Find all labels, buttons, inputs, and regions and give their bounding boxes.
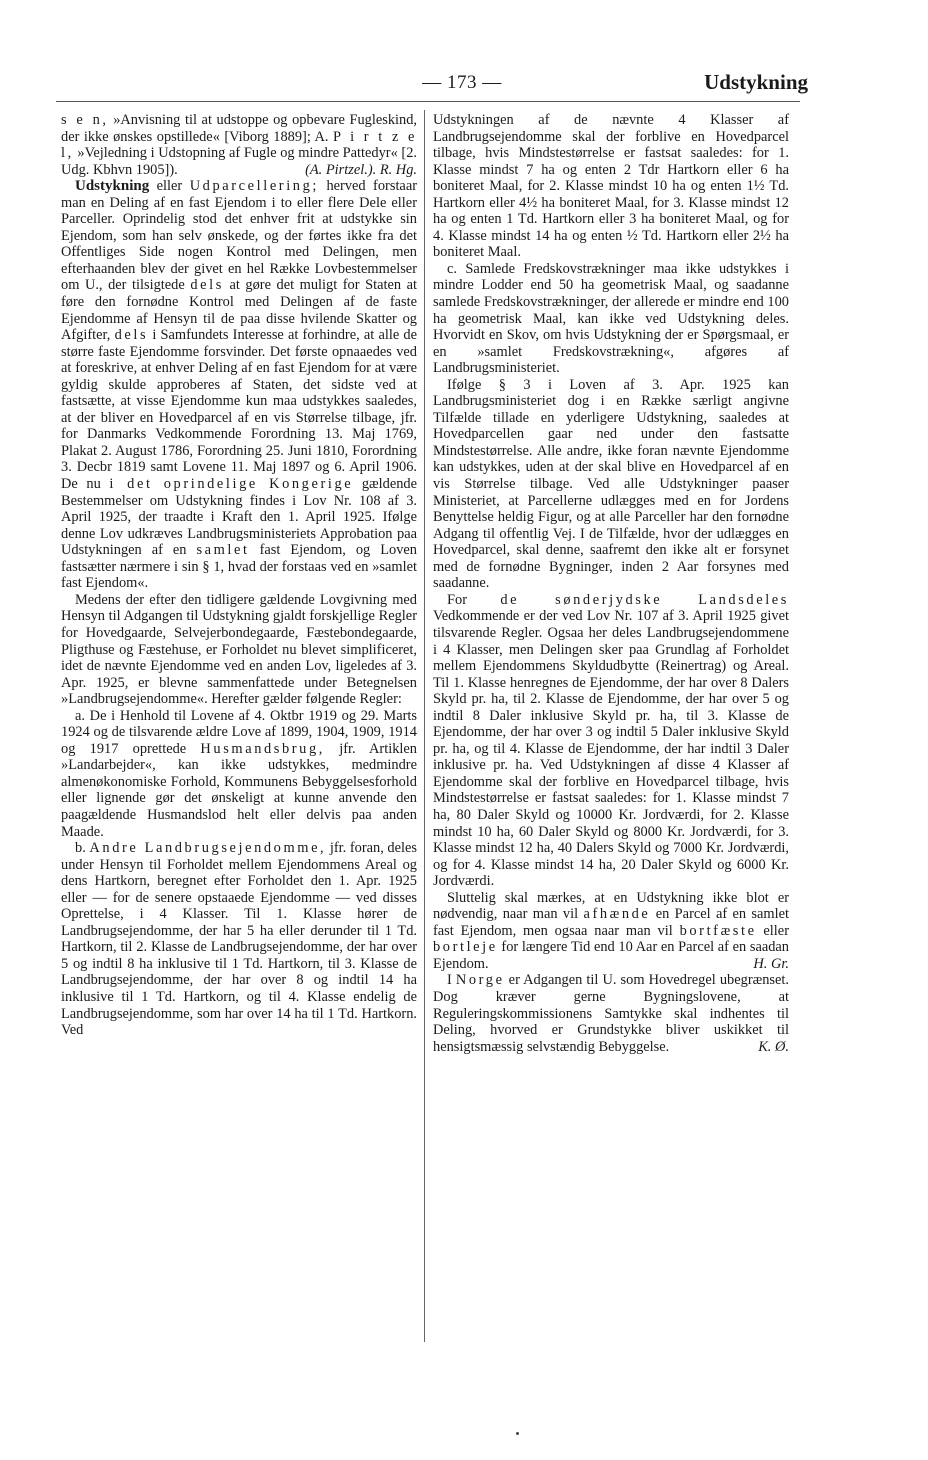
text-run: for længere Tid end 10 Aar en Parcel af en saadan Ejendom.: [433, 939, 789, 972]
paragraph: [433, 890, 789, 973]
spaced-text: P i r t z e l,: [61, 128, 417, 162]
entry-paragraph: [61, 178, 417, 592]
paragraph: Udstykningen af de nævnte 4 Klasser af Landbrugsejendomme skal der forblive en Hovedparcel tilbage, hvis Mindstestørrelse er fastsat saaledes: for 1. Klasse mindst 7 ha og enten 2 Tdr Hartkorn eller 6 ha boniteret Maal, for 2. Klasse mindst 10 ha og enten 1½ Td. Hartkorn eller 4½ ha boniteret Maal, for 3. Klasse mindst 12 ha og enten 1 Td. Hartkorn eller 3 ha boniteret Maal, og for 4. Klasse mindst 14 ha og enten ½ Td. Hartkorn eller 2½ ha boniteret Maal.: [433, 112, 789, 261]
spaced-text: dels: [114, 327, 149, 344]
text-run: herved forstaar man en Deling af en fast Ejendom i to eller flere Dele eller Parceller. Oprindelig stod det enhver frit at udstykke sin Ejendom, som han selv ønskede, og der førtes ikke fra det Offentliges Side nogen Kontrol med Delingen, men efterhaanden blev der givet en hel Række Lovbestemmelser om U., der tilsigtede: [61, 178, 418, 294]
paragraph: Ifølge § 3 i Loven af 3. Apr. 1925 kan Landbrugsministeriet dog i en Række særligt angivne Tilfælde tillade en yderligere Udstykning, saaledes at Hovedparcellen gaar ned under den fastsatte Mindstestørrelse. Alle andre, ikke foran nævnte Ejendomme kan udstykkes, uden at der skal blive en Hovedparcel af en vis Størrelse tilbage. Ved alle Udstykninger paaser Ministeriet, at Parcellerne udlægges med en for Jordens Benyttelse heldig Figur, og at alle Parceller har den fornødne Adgang til offentlig Vej. I de Tilfælde, hvor der udlægges en Hovedparcel, skal denne, saafremt den ikke alt er forsynet med de fornødne Bygninger, inden 2 Aar forsynes med saadanne.: [433, 376, 789, 592]
page-header: [120, 66, 808, 106]
paragraph: [433, 592, 789, 890]
spaced-text: Husmandsbrug,: [200, 740, 325, 757]
column-divider: [424, 110, 425, 1342]
paragraph: c. Samlede Fredskovstrækninger maa ikke udstykkes i mindre Lodder end 50 ha geometrisk Maal, og saadanne samlede Fredskovstrækninger, der allerede er mindre end 100 ha geometrisk Maal, kan ikke ved Udstykning deles. Hvorvidt en Skov, om hvis Udstykning der er Spørgsmaal, er en »samlet Fredskovstrækning«, afgøres af Landbrugsministeriet.: [433, 260, 789, 377]
author-signature: H. Gr.: [753, 955, 789, 972]
entry-headword: Udstykning: [75, 178, 150, 195]
paragraph: [433, 972, 789, 1055]
paragraph: Medens der efter den tidligere gældende Lovgivning med Hensyn til Adgangen til Udstykning gjaldt forskjellige Regler for Hovedgaarde, Selvejerbondegaarde, Fæstebondegaarde, Pligthuse og Fæstehuse, er Forholdet nu blevet simplificeret, idet de nævnte Ejendomme ved en anden Lov, ligeledes af 3. Apr. 1925, er blevne sammenfattede under Betegnelsen »Landbrugsejendomme«. Herefter gælder følgende Regler:: [61, 591, 417, 708]
page-number: — 173 —: [422, 72, 502, 93]
text-run: gældende Bestemmelser om Udstykning findes i Lov Nr. 108 af 3. April 1925, der traadte i Kraft den 1. April 1925. Ifølge denne Lov udkræves Landbrugsministeriets Approbation paa Udstykningen af en: [61, 476, 417, 559]
header-rule: [56, 101, 800, 102]
text-run: For: [447, 591, 501, 608]
spaced-text: s e n,: [61, 112, 109, 128]
author-signature: K. Ø.: [758, 1038, 789, 1055]
text-run: b.: [75, 840, 90, 857]
author-signature: (A. Pirtzel.). R. Hg.: [305, 161, 417, 178]
text-run: eller: [756, 922, 789, 939]
spaced-text: dels: [190, 277, 224, 294]
text-run: I: [447, 972, 456, 989]
text-run: »Anvisning til at udstoppe og opbevare Fugleskind, der ikke ønskes opstillede« [Viborg 1889]; A.: [61, 112, 418, 145]
spaced-text: Udparcellering;: [189, 178, 319, 195]
text-run: en Parcel af en samlet fast Ejendom, men ogsaa naar man vil: [433, 906, 789, 939]
running-head: Udstykning: [704, 70, 808, 94]
left-column: [61, 112, 417, 1039]
text-run: at gøre det muligt for Staten at føre den fornødne Kontrol med Delingen af de faste Ejendomme af Hensyn til de paa disse hvilende Skatter og Afgifter,: [61, 277, 418, 344]
right-column: [433, 112, 789, 1055]
paragraph: [61, 708, 417, 840]
spaced-text: bortleje: [433, 939, 498, 956]
text-run: jfr. foran, deles under Hensyn til Forholdet mellem Ejendommens Areal og dens Hartkorn, beregnet efter Forholdet den 1. Apr. 1925 eller — for de senere opstaaede Ejendomme — ved disses Oprettelse, i 4 Klasser. Til 1. Klasse hører de Landbrugsejendomme, der har 5 ha eller derunder til 1 Td. Hartkorn, til 2. Klasse de Landbrugsejendomme, der har over 5 og indtil 8 ha inklusive til 1 Td. Hartkorn, til 3. Klasse de Landbrugsejendomme, der har over 8 og indtil 14 ha inklusive til 1 Td. Hartkorn, og til 4. Klasse endelig de Landbrugsejendomme, som har over 14 ha til 1 Td. Hartkorn. Ved: [61, 840, 418, 1039]
spaced-text: samlet: [196, 542, 250, 559]
print-speck: [516, 1432, 519, 1435]
text-run: a. De i Henhold til Lovene af 4. Oktbr 1919 og 29. Marts 1924 og de tilsvarende ældre Love af 1899, 1904, 1909, 1914 og 1917 oprettede: [61, 707, 417, 757]
spaced-text: afhænde: [583, 906, 651, 923]
spaced-text: i det oprindelige Kongerige: [109, 476, 354, 493]
spaced-text: de sønderjydske Landsdeles: [500, 591, 789, 608]
paragraph: [61, 112, 417, 178]
spaced-text: bortfæste: [679, 922, 757, 939]
text-run: er Adgangen til U. som Hovedregel ubegrænset. Dog kræver gerne Bygningslovene, at Reguleringskommissionens Samtykke skal indhentes til Deling, hvorved er Grundstykke bliver uskikket til hensigtsmæssig selvstændig Bebyggelse.: [433, 972, 789, 1055]
spaced-text: Norge: [455, 972, 505, 989]
text-run: eller: [149, 178, 190, 195]
text-run: Vedkommende er der ved Lov Nr. 107 af 3. April 1925 givet tilsvarende Regler. Ogsaa her deles Landbrugsejendommene i 4 Klasser, men Delingen sker paa Grundlag af Forholdet mellem Ejendommens Skyldudbytte (Reinertrag) og Areal. Til 1. Klasse henregnes de Ejendomme, der har over 8 Dalers Skyld pr. ha, til 2. Klasse de Ejendomme, der har over 5 og indtil 8 Daler inklusive Skyld pr. ha, til 3. Klasse de Ejendomme, der har over 3 og indtil 5 Daler inklusive Skyld pr. ha, og til 4. Klasse de Ejendomme, der har indtil 3 Daler inklusive pr. ha. Ved Udstykningen af disse 4 Klasser af Ejendomme skal der forblive en Hovedparcel tilbage, hvis Mindstestørrelse er fastsat saaledes: for 1. Klasse mindst 7 ha, 80 Daler Skyld og 10000 Kr. Jordværdi, for 2. Klasse mindst 10 ha, 60 Daler Skyld og 8000 Kr. Jordværdi, for 3. Klasse mindst 12 ha, 40 Dalers Skyld og 7000 Kr. Jordværdi, og for 4. Klasse mindst 14 ha, 20 Daler Skyld og 6000 Kr. Jordværdi.: [433, 608, 789, 890]
spaced-text: Andre Landbrugsejendomme,: [89, 840, 327, 857]
paragraph: [61, 840, 417, 1039]
text-run: fast Ejendom, og Loven fastsætter nærmere i sin § 1, hvad der forstaas ved en »samlet fast Ejendom«.: [61, 542, 417, 592]
text-run: jfr. Artiklen »Landarbejder«, kan ikke udstykkes, medmindre almenøkonomiske Forhold, Kommunens Bebyggelsesforhold eller lignende gør det ønskeligt at kunne anvende den paagældende Husmandslod helt eller delvis paa anden Maade.: [61, 740, 417, 840]
text-run: Sluttelig skal mærkes, at en Udstykning ikke blot er nødvendig, naar man vil: [433, 889, 789, 923]
text-run: »Vejledning i Udstopning af Fugle og mindre Pattedyr« [2. Udg. Kbhvn 1905]).: [61, 145, 417, 178]
text-run: i Samfundets Interesse at forhindre, at alle de større faste Ejendomme forsvinder. Det første opnaaedes ved at foreskrive, at enhver Deling af en fast Ejendom for at være gyldig skulde approberes af Staten, det sidste ved at fastsætte, at visse Ejendomme kun maa udstykkes saaledes, at der bliver en Hovedparcel af en vis Størrelse tilbage, jfr. for Danmarks Vedkommende Forordning 13. Maj 1769, Plakat 2. August 1786, Forordning 25. Juni 1810, Forordning 3. Decbr 1819 samt Lovene 11. Maj 1897 og 6. April 1906. De nu: [61, 327, 417, 493]
